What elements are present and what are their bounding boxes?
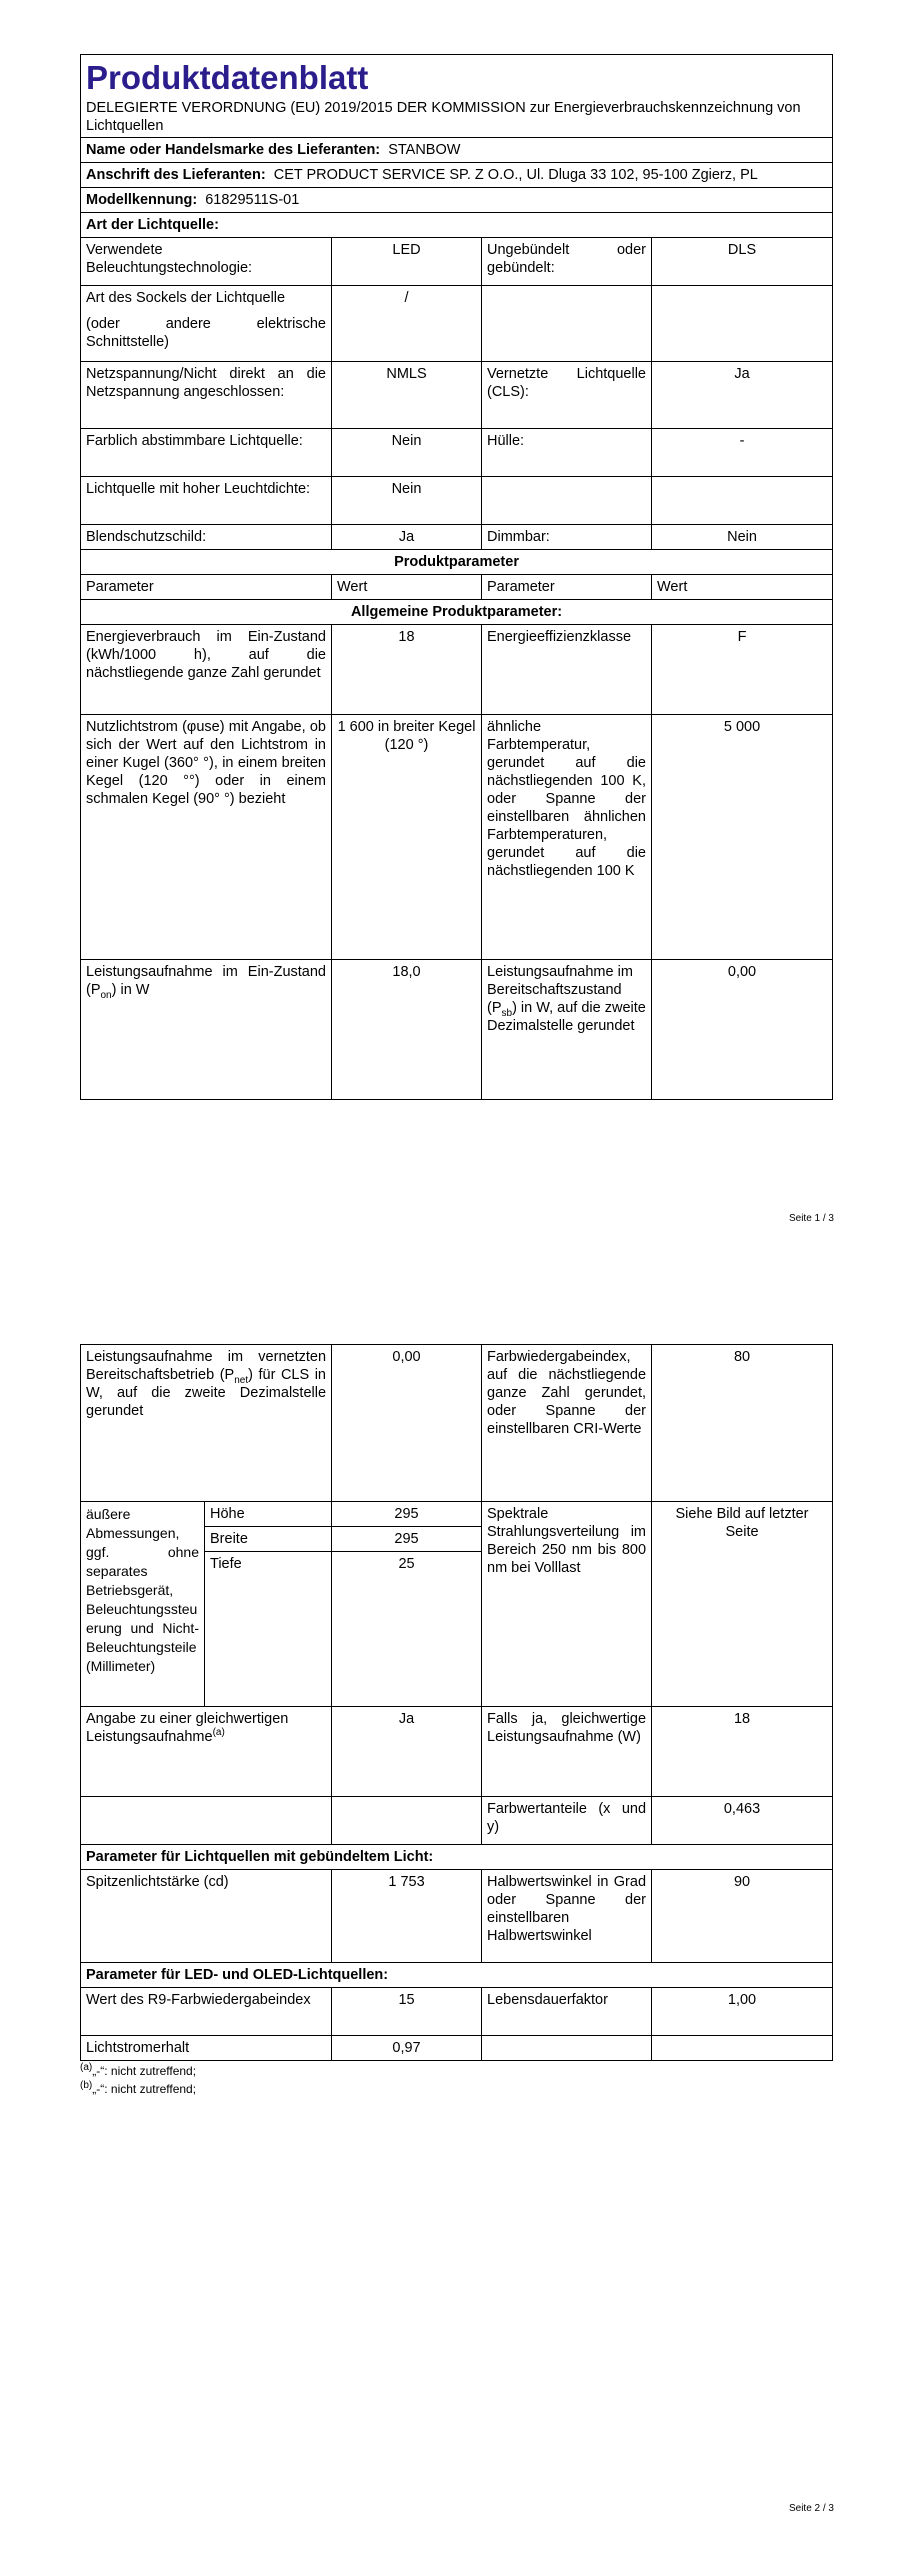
datasheet-page-2 [80, 1344, 832, 2097]
cls-value: Ja [652, 362, 833, 429]
empty-cell [482, 477, 652, 525]
tech-value: LED [332, 238, 482, 286]
empty-cell [652, 477, 833, 525]
focus-value: DLS [652, 238, 833, 286]
footnote-b: $^{(b)}$„-“: nicht zutreffend; [80, 2080, 197, 2096]
cct-label: ähnliche Farbtemperatur, gerundet auf die nächstliegenden 100 K, oder Spanne der einstellbaren ähnlichen Farbtemperaturen, gerundet auf die nächstliegenden 100 K [482, 715, 652, 960]
empty-cell [482, 2036, 652, 2061]
survival-factor-label: Lebensdauerfaktor [482, 1988, 652, 2036]
datasheet-page-1 [80, 54, 832, 1100]
empty-cell [652, 286, 833, 362]
page-number-2: Seite 2 / 3 [788, 2503, 834, 2514]
spectral-distribution-label: Spektrale Strahlungsverteilung im Bereich 250 nm bis 800 nm bei Volllast [482, 1502, 652, 1707]
supplier-name-value: STANBOW [388, 142, 461, 158]
mains-label: Netzspannung/Nicht direkt an die Netzspannung angeschlossen: [81, 362, 332, 429]
r9-value: 15 [332, 1988, 482, 2036]
supplier-address-value: CET PRODUCT SERVICE SP. Z O.O., Ul. Dluga 33 102, 95-100 Zgierz, PL [273, 167, 758, 183]
empty-cell [332, 1797, 482, 1845]
luminous-flux-label: Nutzlichtstrom (φuse) mit Angabe, ob sich der Wert auf den Lichtstrom in einer Kugel (360° °), in einem breiten Kegel (120 °°) oder in einem schmalen Kegel (90° °) bezieht [81, 715, 332, 960]
dimensions-label: äußere Abmessungen, ggf. ohne separates Betriebsgerät, Beleuchtungssteuerung und Nicht-Beleuchtungsteile (Millimeter) [81, 1502, 205, 1707]
envelope-label: Hülle: [482, 429, 652, 477]
energy-consumption-value: 18 [332, 625, 482, 715]
cls-label: Vernetzte Lichtquelle (CLS): [482, 362, 652, 429]
title-cell [81, 55, 833, 138]
depth-label: Tiefe [205, 1552, 332, 1707]
networked-standby-power-label: Leistungsaufnahme im vernetzten Bereitschaftsbetrieb $(P_{net})$ für CLS in W, auf die zweite Dezimalstelle gerundet [81, 1345, 332, 1502]
height-label: Höhe [205, 1502, 332, 1527]
high-luminance-label: Lichtquelle mit hoher Leuchtdichte: [81, 477, 332, 525]
lumen-maintenance-value: 0,97 [332, 2036, 482, 2061]
datasheet-table-page-2 [80, 1344, 833, 2061]
directional-params-heading: Parameter für Lichtquellen mit gebündeltem Licht: [81, 1845, 833, 1870]
cri-value: 80 [652, 1345, 833, 1502]
width-label: Breite [205, 1527, 332, 1552]
luminous-flux-value: 1 600 in breiter Kegel (120 °) [332, 715, 482, 960]
height-value: 295 [332, 1502, 482, 1527]
page-title: Produktdatenblatt [86, 59, 369, 96]
chromaticity-label: Farbwertanteile (x und y) [482, 1797, 652, 1845]
regulation-text: DELEGIERTE VERORDNUNG (EU) 2019/2015 DER KOMMISSION zur Energieverbrauchskennzeichnung von Lichtquellen [86, 100, 801, 134]
lumen-maintenance-label: Lichtstromerhalt [81, 2036, 332, 2061]
tech-label: Verwendete Beleuchtungstechnologie: [81, 238, 332, 286]
column-header-parameter: Parameter [81, 575, 332, 600]
socket-label-note: (oder andere elektrische Schnittstelle) [86, 316, 326, 350]
cct-value: 5 000 [652, 715, 833, 960]
standby-power-label: Leistungsaufnahme im Bereitschaftszustand $(P_{sb})$ in W, auf die zweite Dezimalstelle gerundet [482, 960, 652, 1100]
envelope-value: - [652, 429, 833, 477]
efficiency-class-label: Energieeffizienzklasse [482, 625, 652, 715]
datasheet-table-page-1 [80, 54, 833, 1100]
socket-label: Art des Sockels der Lichtquelle [86, 290, 286, 306]
high-luminance-value: Nein [332, 477, 482, 525]
model-row [81, 188, 833, 213]
glare-label: Blendschutzschild: [81, 525, 332, 550]
survival-factor-value: 1,00 [652, 1988, 833, 2036]
beam-angle-value: 90 [652, 1870, 833, 1963]
standby-power-value: 0,00 [652, 960, 833, 1100]
light-source-type-heading: Art der Lichtquelle: [81, 213, 833, 238]
chromaticity-value: 0,463 [652, 1797, 833, 1845]
model-value: 61829511S-01 [205, 192, 300, 208]
page-number-1: Seite 1 / 3 [788, 1213, 834, 1224]
socket-label-cell [81, 286, 332, 362]
equivalent-power-watts-label: Falls ja, gleichwertige Leistungsaufnahme (W) [482, 1707, 652, 1797]
dimmable-label: Dimmbar: [482, 525, 652, 550]
equivalent-power-label: Angabe zu einer gleichwertigen Leistungsaufnahme$^{(a)}$ [81, 1707, 332, 1797]
on-mode-power-value: 18,0 [332, 960, 482, 1100]
width-value: 295 [332, 1527, 482, 1552]
beam-angle-label: Halbwertswinkel in Grad oder Spanne der einstellbaren Halbwertswinkel [482, 1870, 652, 1963]
on-mode-power-label: Leistungsaufnahme im Ein-Zustand $(P_{on})$ in W [81, 960, 332, 1100]
peak-intensity-label: Spitzenlichtstärke (cd) [81, 1870, 332, 1963]
empty-cell [652, 2036, 833, 2061]
general-params-heading: Allgemeine Produktparameter: [81, 600, 833, 625]
model-label: Modellkennung: [86, 192, 198, 208]
socket-value: / [332, 286, 482, 362]
depth-value: 25 [332, 1552, 482, 1707]
product-params-heading: Produktparameter [81, 550, 833, 575]
focus-label: Ungebündelt oder gebündelt: [482, 238, 652, 286]
equivalent-power-value: Ja [332, 1707, 482, 1797]
efficiency-class-value: F [652, 625, 833, 715]
glare-value: Ja [332, 525, 482, 550]
column-header-parameter: Parameter [482, 575, 652, 600]
networked-standby-power-value: 0,00 [332, 1345, 482, 1502]
column-header-value: Wert [652, 575, 833, 600]
tunable-label: Farblich abstimmbare Lichtquelle: [81, 429, 332, 477]
empty-cell [482, 286, 652, 362]
dimmable-value: Nein [652, 525, 833, 550]
supplier-name-row [81, 138, 833, 163]
spectral-distribution-value: Siehe Bild auf letzter Seite [652, 1502, 833, 1707]
tunable-value: Nein [332, 429, 482, 477]
supplier-address-label: Anschrift des Lieferanten: [86, 167, 266, 183]
mains-value: NMLS [332, 362, 482, 429]
led-params-heading: Parameter für LED- und OLED-Lichtquellen: [81, 1963, 833, 1988]
equivalent-power-watts-value: 18 [652, 1707, 833, 1797]
empty-cell [81, 1797, 332, 1845]
r9-label: Wert des R9-Farbwiedergabeindex [81, 1988, 332, 2036]
footnote-a: $^{(a)}$„-“: nicht zutreffend; [80, 2062, 197, 2078]
supplier-name-label: Name oder Handelsmarke des Lieferanten: [86, 142, 381, 158]
column-header-value: Wert [332, 575, 482, 600]
energy-consumption-label: Energieverbrauch im Ein-Zustand (kWh/1000 h), auf die nächstliegende ganze Zahl gerundet [81, 625, 332, 715]
supplier-address-row [81, 163, 833, 188]
peak-intensity-value: 1 753 [332, 1870, 482, 1963]
cri-label: Farbwiedergabeindex, auf die nächstliegende ganze Zahl gerundet, oder Spanne der einstellbaren CRI-Werte [482, 1345, 652, 1502]
